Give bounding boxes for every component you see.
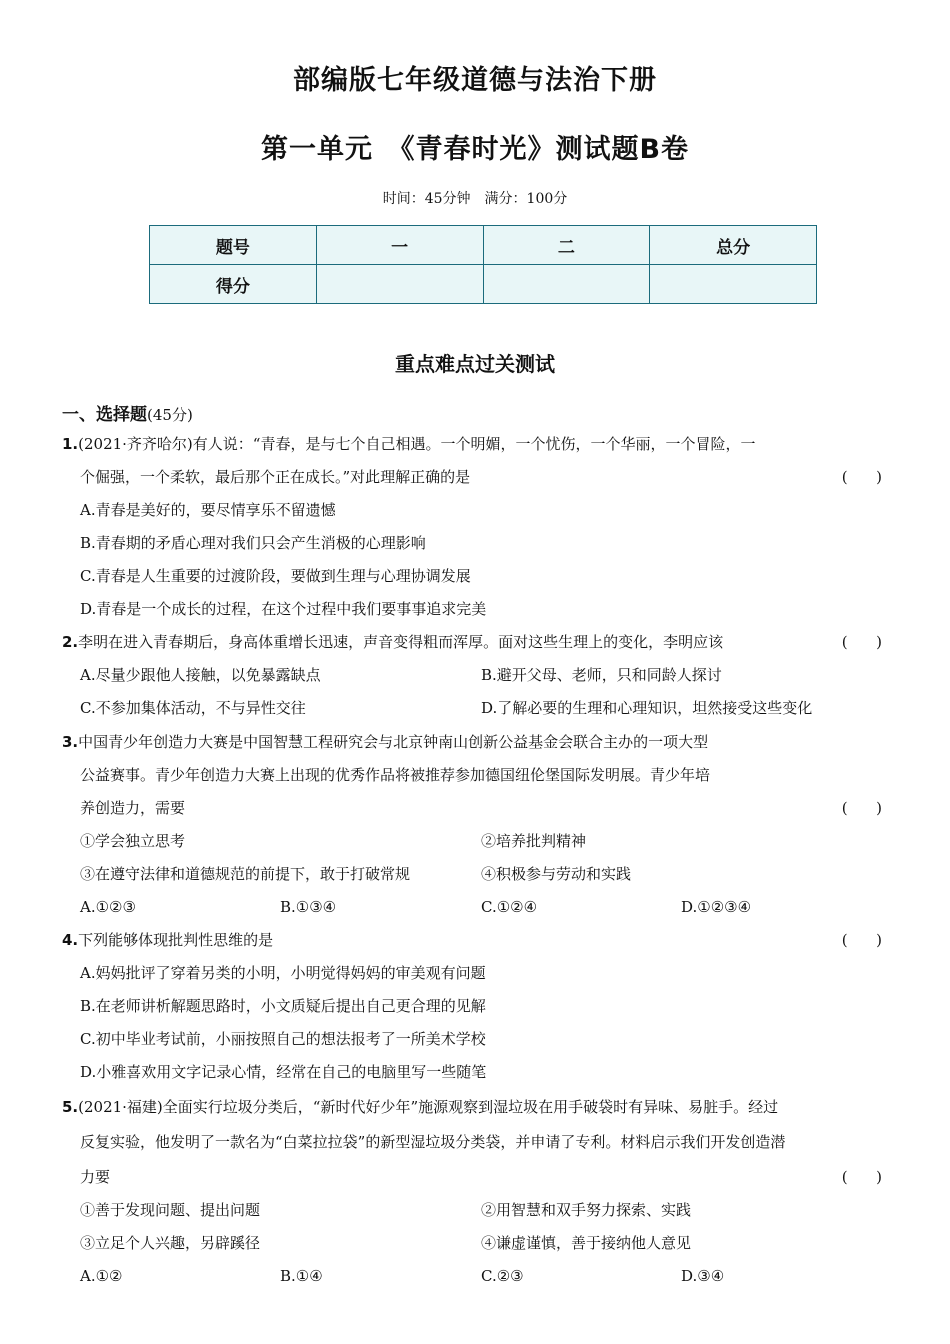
option-b: B.青春期的矛盾心理对我们只会产生消极的心理影响: [80, 534, 426, 552]
statement-item: ①善于发现问题、提出问题: [80, 1201, 261, 1219]
section-title: 重点难点过关测试: [395, 352, 555, 376]
score-cell[interactable]: [316, 265, 483, 304]
question-number: 3.: [62, 733, 79, 751]
question-text: 下列能够体现批判性思维的是: [78, 931, 274, 949]
part-heading: [62, 400, 193, 425]
question-3-line: 公益赛事。青少年创造力大赛上出现的优秀作品将被推荐参加德国纽伦堡国际发明展。青少年培: [80, 766, 711, 784]
statement-item: ①学会独立思考: [80, 832, 186, 850]
question-number: 5.: [62, 1098, 79, 1116]
score-table-header-row: [150, 226, 817, 265]
score-cell[interactable]: [650, 265, 817, 304]
question-5-line: [62, 1097, 778, 1117]
option-d: D.小雅喜欢用文字记录心情，经常在自己的电脑里写一些随笔: [80, 1063, 487, 1081]
score-table-score-row: [150, 265, 817, 304]
statement-item: ②用智慧和双手努力探索、实践: [481, 1201, 692, 1219]
statement-item: ④谦虚谨慎，善于接纳他人意见: [481, 1234, 692, 1252]
question-5-line: 力要: [80, 1168, 111, 1186]
statement-item: ③立足个人兴趣，另辟蹊径: [80, 1234, 261, 1252]
statement-item: ④积极参与劳动和实践: [481, 865, 632, 883]
option-c: C.①②④: [481, 898, 538, 916]
question-3-line: 养创造力，需要: [80, 799, 186, 817]
score-table-head-cell: 一: [316, 226, 483, 265]
option-b: B.避开父母、老师，只和同龄人探讨: [481, 666, 722, 684]
question-text: (2021·齐齐哈尔)有人说：“青春，是与七个自己相遇。一个明媚，一个忧伤，一个华丽，一个冒险，一: [78, 435, 756, 453]
part-score: (45分): [147, 406, 193, 424]
option-b: B.①③④: [280, 898, 337, 916]
option-c: C.不参加集体活动，不与异性交往: [80, 699, 306, 717]
option-a: A.青春是美好的，要尽情享乐不留遗憾: [80, 501, 336, 519]
option-d: D.③④: [681, 1267, 725, 1285]
score-table-head-cell: 题号: [150, 226, 317, 265]
question-4-line: [62, 930, 273, 950]
exam-subtitle: 第一单元 《青春时光》测试题B卷: [260, 134, 690, 165]
statement-item: ③在遵守法律和道德规范的前提下，敢于打破常规: [80, 865, 411, 883]
score-table: [149, 225, 817, 304]
exam-title: 部编版七年级道德与法治下册: [293, 65, 657, 96]
answer-blank[interactable]: ( ): [841, 633, 882, 651]
option-a: A.尽量少跟他人接触，以免暴露缺点: [80, 666, 321, 684]
option-a: A.①②③: [80, 898, 136, 916]
option-c: C.初中毕业考试前，小丽按照自己的想法报考了一所美术学校: [80, 1030, 486, 1048]
option-b: B.①④: [280, 1267, 323, 1285]
question-1-line: [62, 434, 755, 454]
option-d: D.①②③④: [681, 898, 752, 916]
question-5-line: 反复实验，他发明了一款名为“白菜拉拉袋”的新型湿垃圾分类袋，并申请了专利。材料启示我们开发创造潜: [80, 1133, 786, 1151]
answer-blank[interactable]: ( ): [841, 468, 882, 486]
question-text: 中国青少年创造力大赛是中国智慧工程研究会与北京钟南山创新公益基金会联合主办的一项大型: [78, 733, 709, 751]
option-c: C.青春是人生重要的过渡阶段，要做到生理与心理协调发展: [80, 567, 471, 585]
question-3-line: [62, 732, 708, 752]
part-title: 一、选择题: [62, 405, 147, 425]
question-text: 李明在进入青春期后，身高体重增长迅速，声音变得粗而浑厚。面对这些生理上的变化，李明应该: [78, 633, 724, 651]
score-cell[interactable]: [483, 265, 650, 304]
answer-blank[interactable]: ( ): [841, 799, 882, 817]
option-c: C.②③: [481, 1267, 524, 1285]
question-number: 2.: [62, 633, 79, 651]
answer-blank[interactable]: ( ): [841, 931, 882, 949]
score-table-head-cell: 总分: [650, 226, 817, 265]
answer-blank[interactable]: ( ): [841, 1168, 882, 1186]
statement-item: ②培养批判精神: [481, 832, 587, 850]
option-d: D.了解必要的生理和心理知识，坦然接受这些变化: [481, 699, 813, 717]
score-table-head-cell: 二: [483, 226, 650, 265]
option-a: A.妈妈批评了穿着另类的小明，小明觉得妈妈的审美观有问题: [80, 964, 486, 982]
exam-meta: 时间：45分钟 满分：100分: [382, 191, 568, 207]
question-1-line: 个倔强，一个柔软，最后那个正在成长。”对此理解正确的是: [80, 468, 471, 486]
question-text: (2021·福建)全面实行垃圾分类后，“新时代好少年”施源观察到湿垃圾在用手破袋时有异味、易脏手。经过: [78, 1098, 779, 1116]
question-number: 1.: [62, 435, 79, 453]
score-table-row-label: 得分: [150, 265, 317, 304]
option-d: D.青春是一个成长的过程，在这个过程中我们要事事追求完美: [80, 600, 487, 618]
question-number: 4.: [62, 931, 79, 949]
option-a: A.①②: [80, 1267, 123, 1285]
question-2-line: [62, 632, 723, 652]
option-b: B.在老师讲析解题思路时，小文质疑后提出自己更合理的见解: [80, 997, 486, 1015]
